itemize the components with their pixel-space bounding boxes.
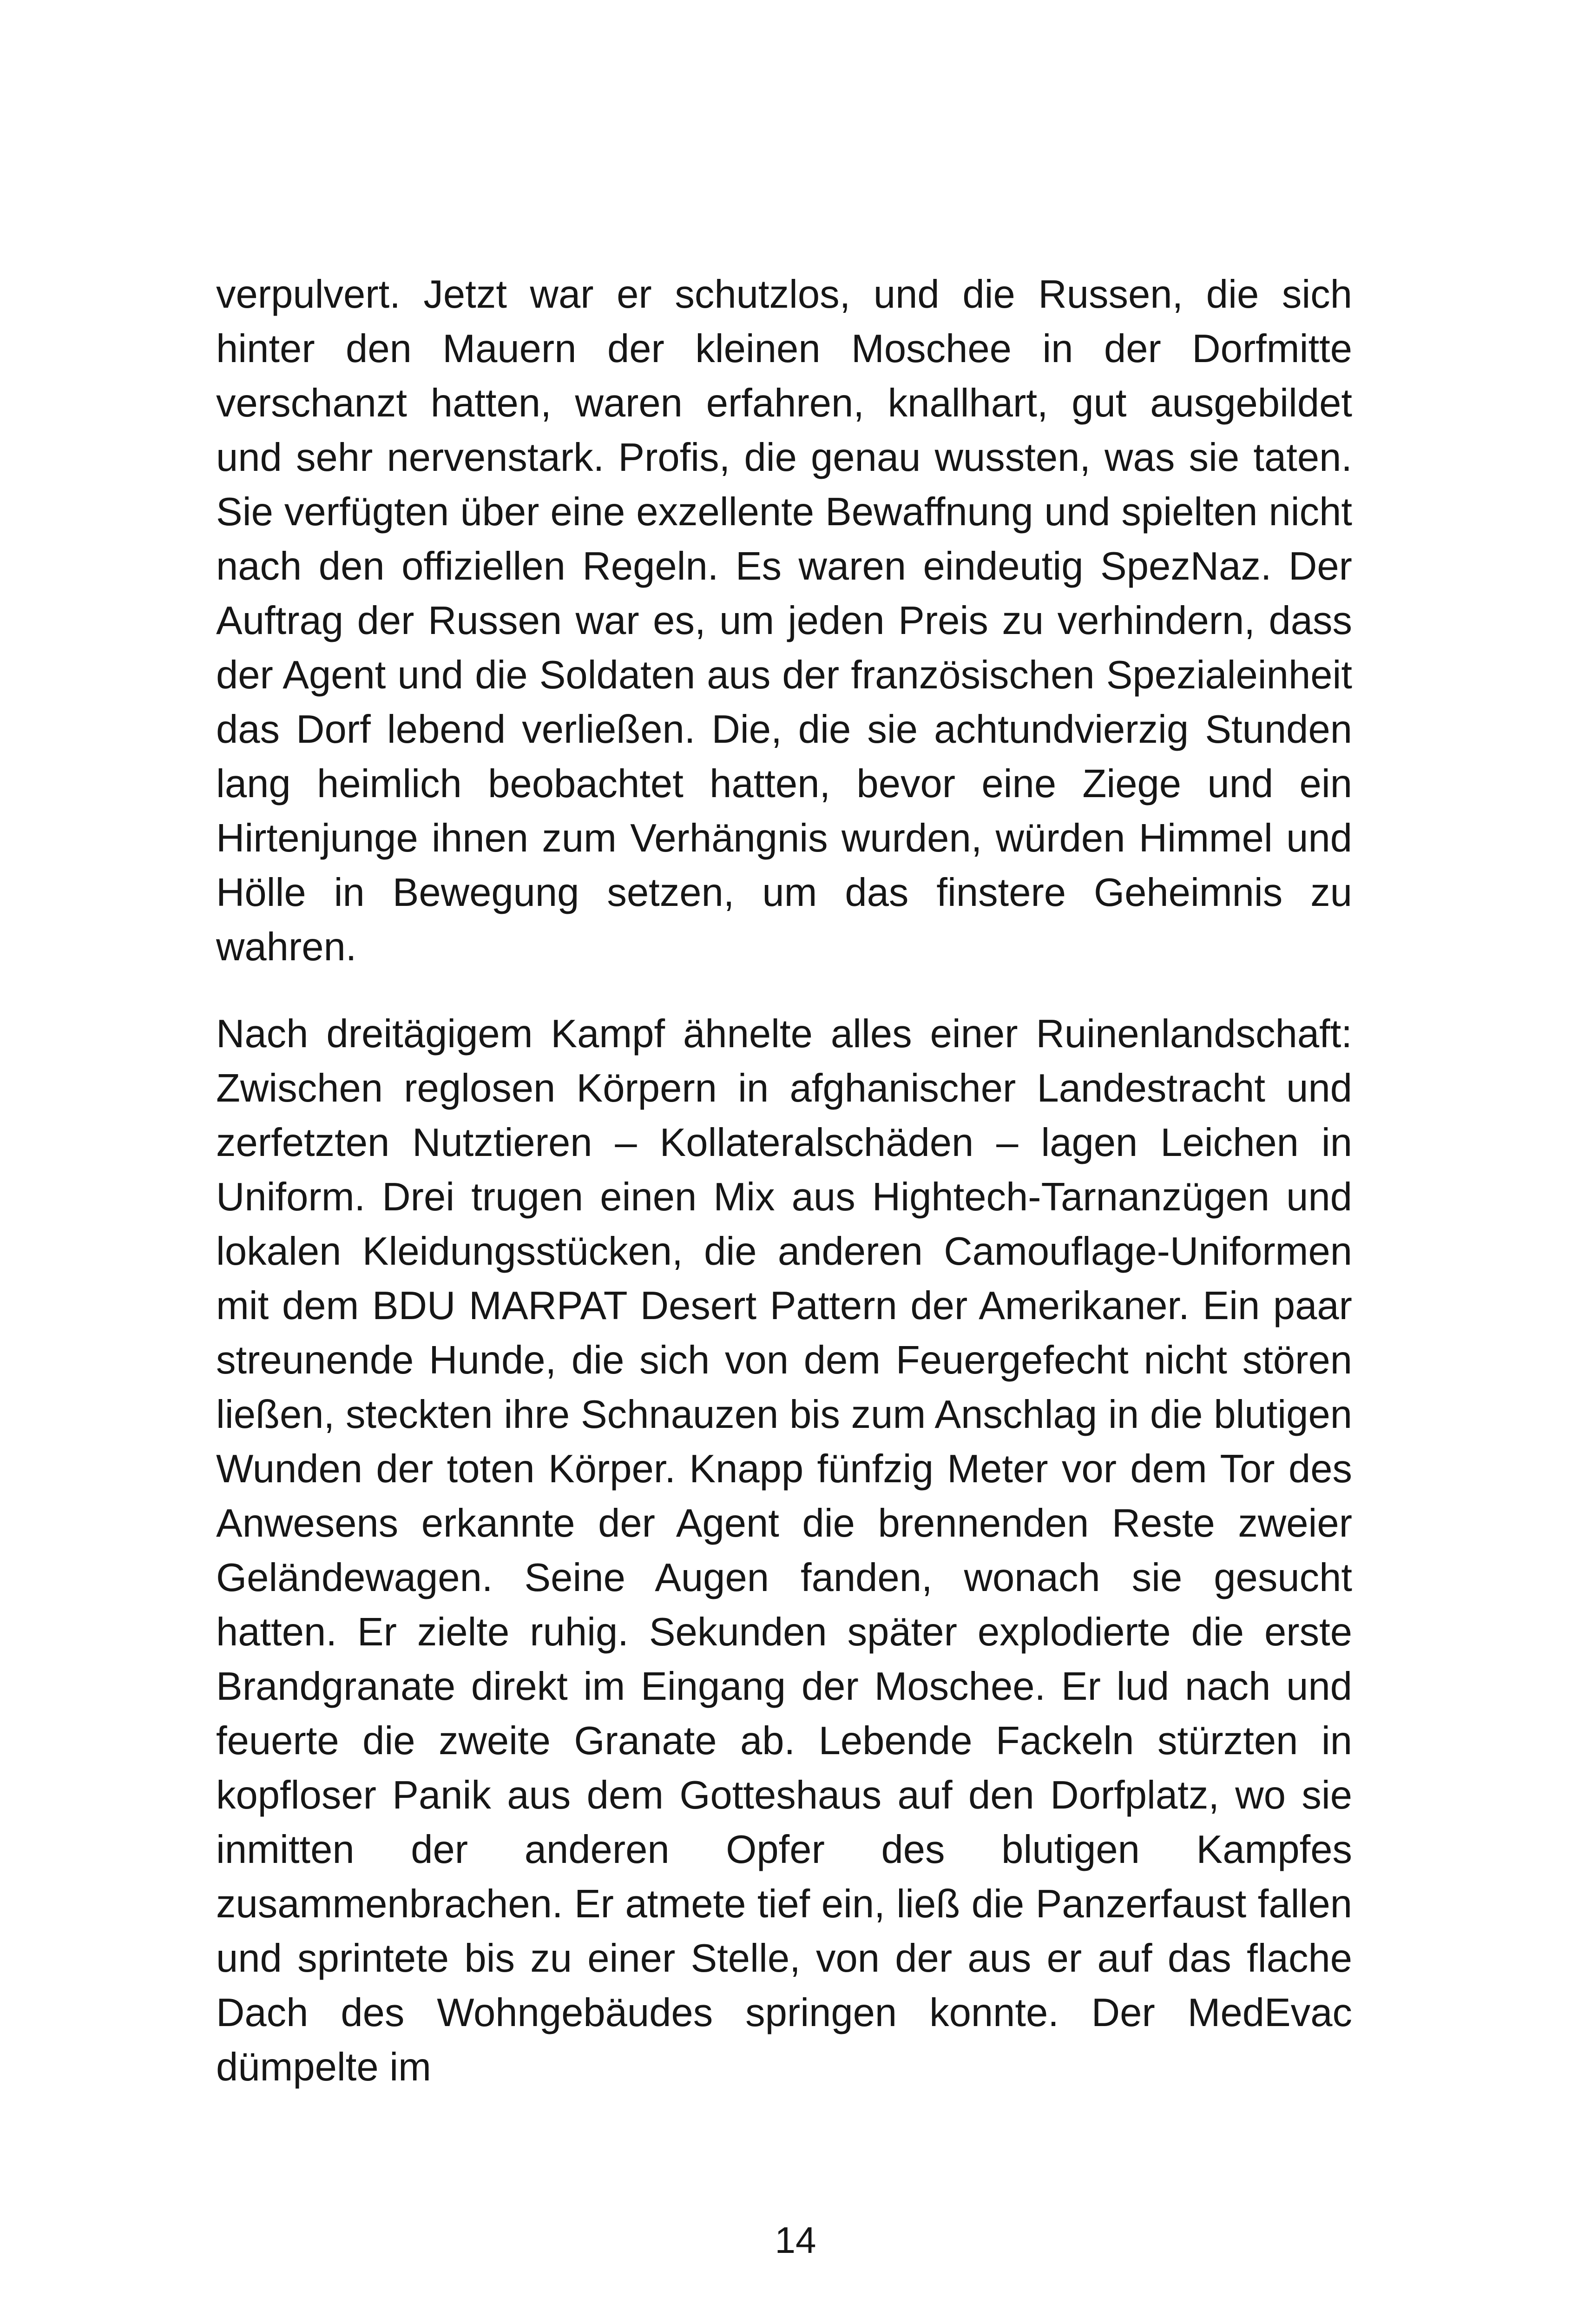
- page-number: 14: [775, 2219, 816, 2261]
- paragraph-2: Nach dreitägigem Kampf ähnelte alles einer Ruinenlandschaft: Zwischen reglosen Körpern in afghanischer Landestracht und zerfetzten Nutztieren – Kollateralschäden – lagen Leichen in Uniform. Drei trugen einen Mix aus Hightech-Tarnanzügen und lokalen Kleidungsstücken, die anderen Camouflage-Uniformen mit dem BDU MARPAT Desert Pattern der Amerikaner. Ein paar streunende Hunde, die sich von dem Feuergefecht nicht stören ließen, steckten ihre Schnauzen bis zum Anschlag in die blutigen Wunden der toten Körper. Knapp fünfzig Meter vor dem Tor des Anwesens erkannte der Agent die brennenden Reste zweier Geländewagen. Seine Augen fanden, wonach sie gesucht hatten. Er zielte ruhig. Sekunden später explodierte die erste Brandgranate direkt im Eingang der Moschee. Er lud nach und feuerte die zweite Granate ab. Lebende Fackeln stürzten in kopfloser Panik aus dem Gotteshaus auf den Dorfplatz, wo sie inmitten der anderen Opfer des blutigen Kampfes zusammenbrachen. Er atmete tief ein, ließ die Panzerfaust fallen und sprintete bis zu einer Stelle, von der aus er auf das flache Dach des Wohngebäudes springen konnte. Der MedEvac dümpelte im: [216, 1012, 1352, 2089]
- paragraph-1: verpulvert. Jetzt war er schutzlos, und die Russen, die sich hinter den Mauern der kleinen Moschee in der Dorfmitte verschanzt hatten, waren erfahren, knallhart, gut ausgebildet und sehr nervenstark. Profis, die genau wussten, was sie taten. Sie verfügten über eine exzellente Bewaffnung und spielten nicht nach den offiziellen Regeln. Es waren eindeutig SpezNaz. Der Auftrag der Russen war es, um jeden Preis zu verhindern, dass der Agent und die Soldaten aus der französischen Spezialeinheit das Dorf lebend verließen. Die, die sie achtundvierzig Stunden lang heimlich beobachtet hatten, bevor eine Ziege und ein Hirtenjunge ihnen zum Verhängnis wurden, würden Himmel und Hölle in Bewegung setzen, um das finstere Geheimnis zu wahren.: [216, 272, 1352, 969]
- body-text: [216, 267, 1352, 2094]
